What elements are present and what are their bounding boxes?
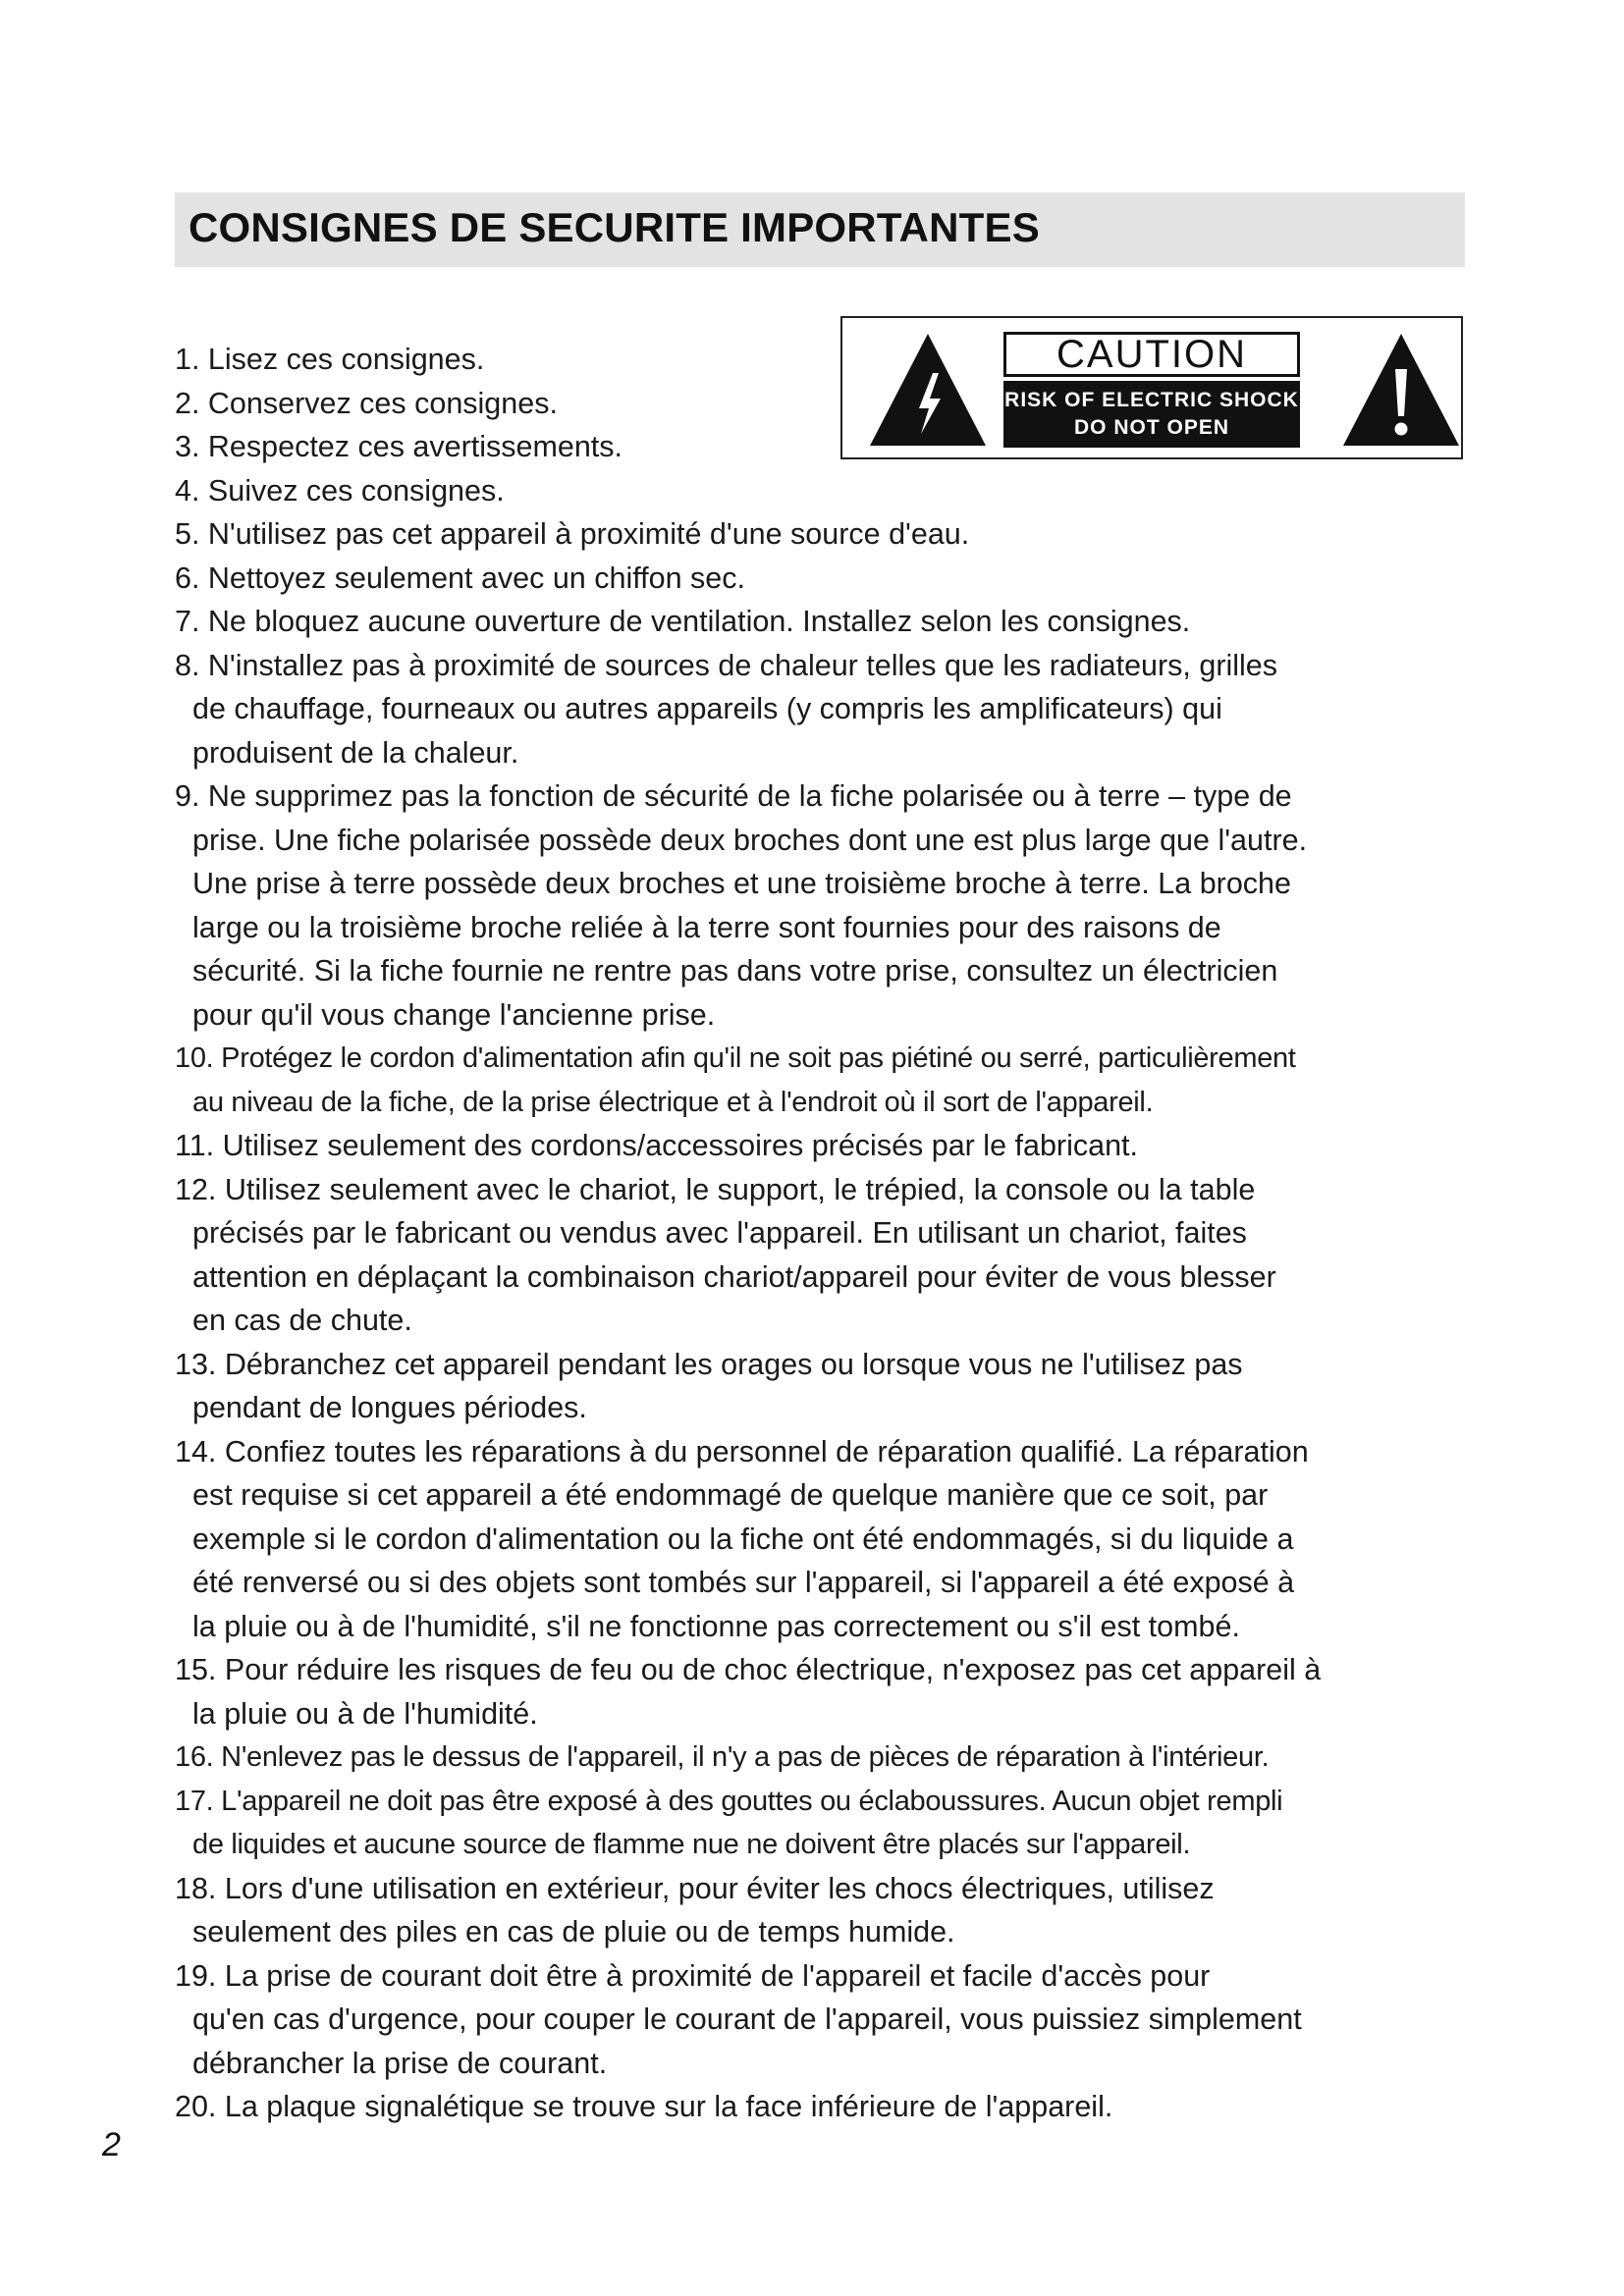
caution-line-1: RISK OF ELECTRIC SHOCK [1004, 389, 1299, 411]
list-item: 11. Utilisez seulement des cordons/accessoires précisés par le fabricant. [175, 1129, 1138, 1162]
safety-instructions-list [175, 338, 1471, 2129]
page-title: CONSIGNES DE SECURITE IMPORTANTES [189, 204, 1040, 250]
list-item: 6. Nettoyez seulement avec un chiffon sec. [175, 561, 745, 595]
list-item: 5. N'utilisez pas cet appareil à proximité d'une source d'eau. [175, 517, 970, 551]
list-item: 2. Conservez ces consignes. [175, 386, 558, 420]
list-item: 18. Lors d'une utilisation en extérieur, pour éviter les chocs électriques, utilisez seulement des piles en cas de pluie ou de temps humide. [175, 1871, 1215, 1949]
list-item: 7. Ne bloquez aucune ouverture de ventilation. Installez selon les consignes. [175, 605, 1191, 638]
list-item: 19. La prise de courant doit être à proximité de l'appareil et facile d'accès pour qu'en cas d'urgence, pour couper le courant de l'appareil, vous puissiez simplement débrancher la prise de courant. [175, 1958, 1302, 2080]
list-item: 4. Suivez ces consignes. [175, 473, 505, 507]
list-item: 15. Pour réduire les risques de feu ou de choc électrique, n'exposez pas cet appareil à la pluie ou à de l'humidité. [175, 1653, 1322, 1731]
list-item: 16. N'enlevez pas le dessus de l'appareil, il n'y a pas de pièces de réparation à l'intérieur. [175, 1741, 1270, 1773]
title-bar [175, 192, 1465, 267]
list-item: 13. Débranchez cet appareil pendant les orages ou lorsque vous ne l'utilisez pas pendant de longues périodes. [175, 1347, 1243, 1424]
list-item: 9. Ne supprimez pas la fonction de sécurité de la fiche polarisée ou à terre – type de prise. Une fiche polarisée possède deux broches dont une est plus large que l'autre. Une prise à terre possède deux broches et une troisième broche à terre. La broche large ou la troisième broche reliée à la terre sont fournies pour des raisons de sécurité. Si la fiche fournie ne rentre pas dans votre prise, consultez un électricien pour qu'il vous change l'ancienne prise. [175, 779, 1308, 1032]
list-item: 20. La plaque signalétique se trouve sur la face inférieure de l'appareil. [175, 2090, 1113, 2123]
list-item: 14. Confiez toutes les réparations à du personnel de réparation qualifié. La réparation est requise si cet appareil a été endommagé de quelque manière que ce soit, par exemple si le cordon d'alimentation ou la fiche ont été endommagés, si du liquide a été renversé ou si des objets sont tombés sur l'appareil, si l'appareil a été exposé à la pluie ou à de l'humidité, s'il ne fonctionne pas correctement ou s'il est tombé. [175, 1434, 1309, 1643]
caution-title: CAUTION [1003, 332, 1300, 377]
list-item: 10. Protégez le cordon d'alimentation afin qu'il ne soit pas piétiné ou serré, particulièrement au niveau de la fiche, de la prise électrique et à l'endroit où il sort de l'appareil. [175, 1042, 1296, 1118]
list-item: 3. Respectez ces avertissements. [175, 430, 623, 463]
list-item: 1. Lisez ces consignes. [175, 343, 485, 376]
list-item: 17. L'appareil ne doit pas être exposé à des gouttes ou éclaboussures. Aucun objet rempli de liquides et aucune source de flamme nue ne doivent être placés sur l'appareil. [175, 1785, 1283, 1860]
list-item: 12. Utilisez seulement avec le chariot, le support, le trépied, la console ou la table précisés par le fabricant ou vendus avec l'appareil. En utilisant un chariot, faites attention en déplaçant la combinaison chariot/appareil pour éviter de vous blesser en cas de chute. [175, 1172, 1276, 1337]
caution-line-2: DO NOT OPEN [1073, 416, 1229, 439]
page-number: 2 [102, 2126, 121, 2163]
list-item: 8. N'installez pas à proximité de sources de chaleur telles que les radiateurs, grilles de chauffage, fourneaux ou autres appareils (y compris les amplificateurs) qui produisent de la chaleur. [175, 648, 1278, 770]
